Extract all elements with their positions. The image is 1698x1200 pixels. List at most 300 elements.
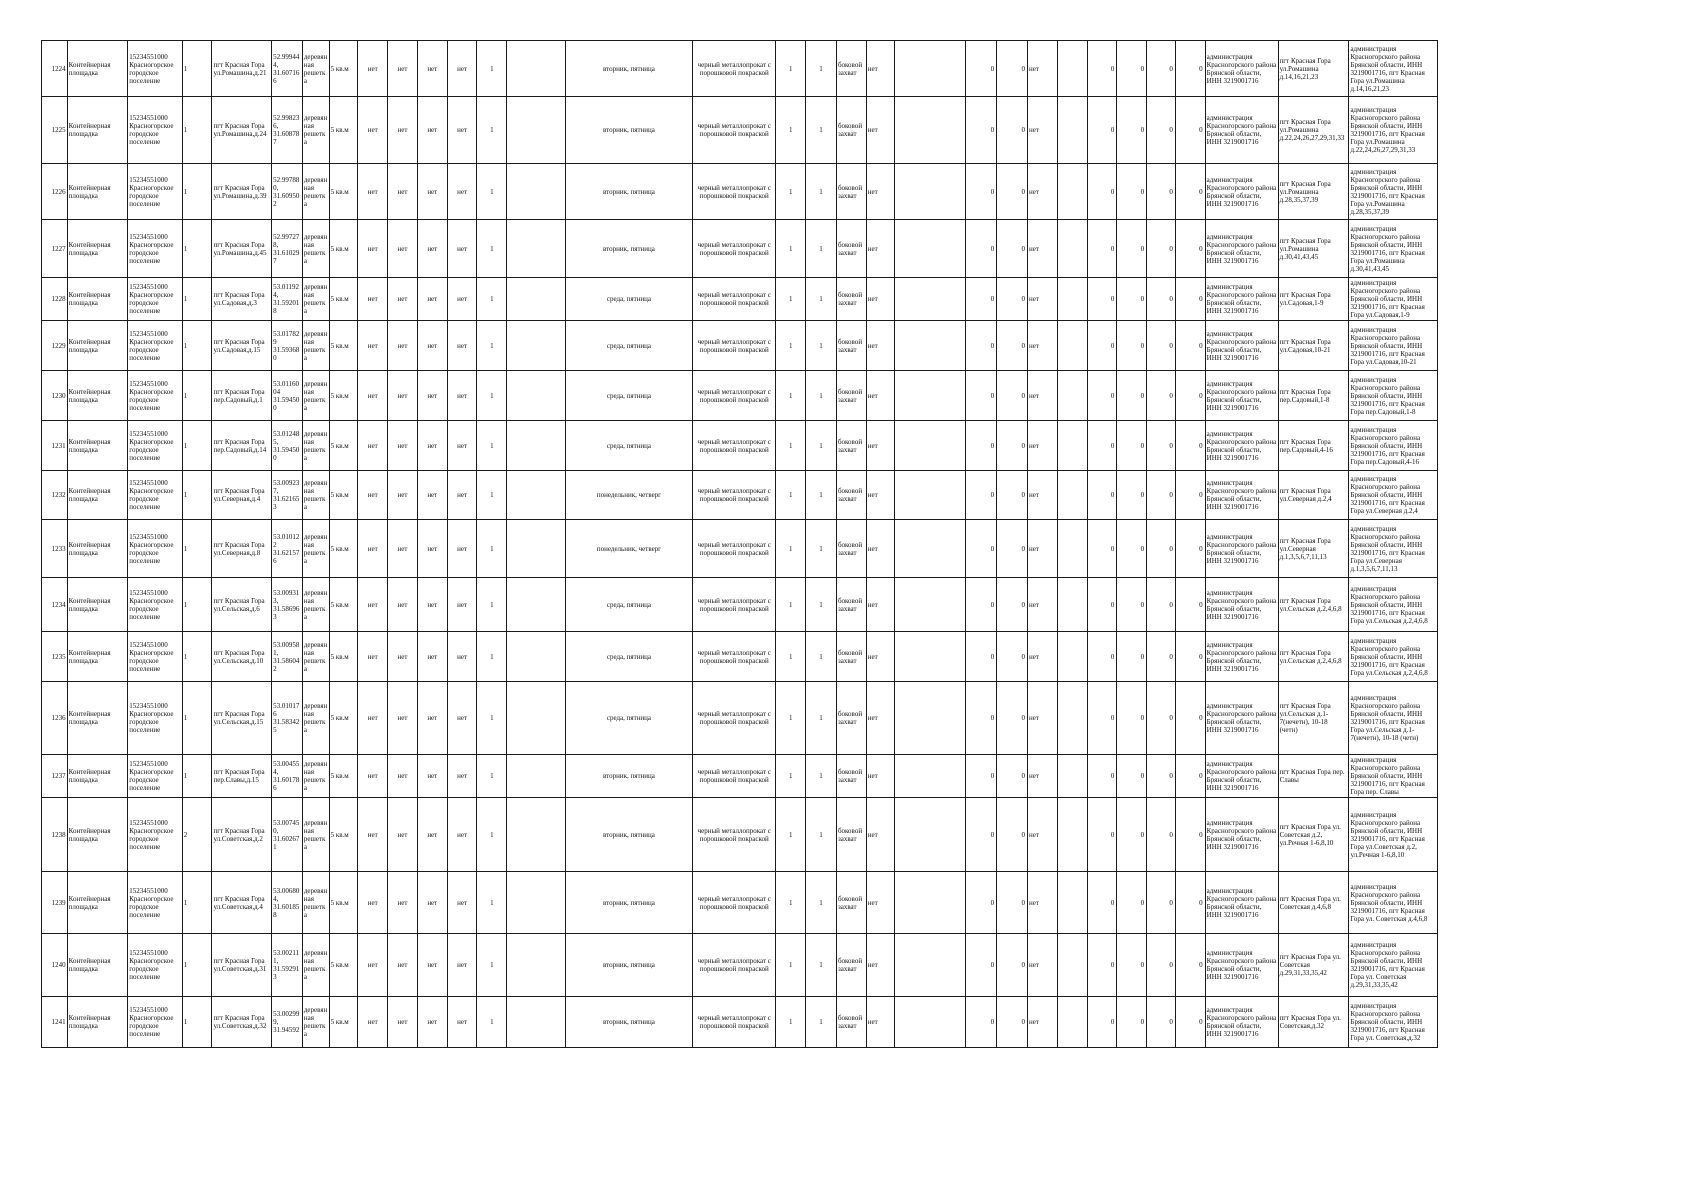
served-objects-cell: пгт Красная Гора ул.Садовая,10-21 — [1278, 321, 1349, 371]
blank-col-1-cell — [507, 798, 566, 872]
served-objects-cell: пгт Красная Гора ул. Советская д.29,31,33,35,42 — [1278, 934, 1349, 997]
fence-flag-cell: нет — [358, 321, 388, 371]
waste-source-cell: администрация Красногорского района Брянской области, ИНН 3219001716, пгт Красная Гора ул.Ромашина д.30,41,43,45 — [1349, 220, 1438, 278]
container-material-cell: черный металлопрокат с порошковой покраской — [693, 997, 776, 1048]
sep-count-3-cell: 0 — [1147, 421, 1176, 471]
sep-count-1-cell: 0 — [1087, 682, 1117, 755]
collection-days-cell: вторник, пятница — [565, 164, 692, 220]
sep-count-3-cell: 0 — [1147, 41, 1176, 97]
served-objects-cell: пгт Красная Гора ул.Сельская д.2,4,6,8 — [1278, 578, 1349, 632]
waste-source-cell: администрация Красногорского района Брянской области, ИНН 3219001716, пгт Красная Гора ул.Сельская д.2,4,6,8 — [1349, 632, 1438, 682]
table-row — [42, 164, 1438, 220]
site-area-cell: 5 кв.м — [329, 164, 358, 220]
loading-type-cell: боковой захват — [836, 371, 866, 421]
sep-count-3-cell: 0 — [1147, 520, 1176, 578]
bunker-flag-cell: нет — [866, 164, 895, 220]
sep-count-3-cell: 0 — [1147, 632, 1176, 682]
site-owner-cell: администрация Красногорского района Брянской области, ИНН 3219001716 — [1205, 164, 1278, 220]
row-number-cell: 1234 — [42, 578, 68, 632]
collection-days-cell: вторник, пятница — [565, 220, 692, 278]
site-area-cell: 5 кв.м — [329, 421, 358, 471]
waste-source-cell: администрация Красногорского района Брянской области, ИНН 3219001716, пгт Красная Гора ул.Садовая,1-9 — [1349, 278, 1438, 321]
table-row — [42, 934, 1438, 997]
bunker-flag-cell: нет — [866, 97, 895, 164]
container-count-cell: 1 — [477, 471, 507, 520]
bunker-volume-cell: 0 — [997, 421, 1028, 471]
site-count-cell: 1 — [182, 41, 212, 97]
other-flag-cell: нет — [447, 321, 477, 371]
container-volume-cell: 1 — [806, 632, 837, 682]
sep-count-3-cell: 0 — [1147, 220, 1176, 278]
fence-flag-cell: нет — [358, 471, 388, 520]
canopy-flag-cell: нет — [388, 321, 418, 371]
sep-count-1-cell: 0 — [1087, 220, 1117, 278]
container-material-cell: черный металлопрокат с порошковой покраской — [693, 578, 776, 632]
row-number-cell: 1235 — [42, 632, 68, 682]
container-count-cell: 1 — [477, 934, 507, 997]
bunker-volume-cell: 0 — [997, 164, 1028, 220]
sep-count-2-cell: 0 — [1117, 321, 1147, 371]
surface-type-cell: деревянная решетка — [302, 798, 329, 872]
site-type-cell: Контейнерная площадка — [67, 520, 128, 578]
fence-flag-cell: нет — [358, 220, 388, 278]
blank-col-2-cell — [895, 321, 966, 371]
blank-col-1-cell — [507, 220, 566, 278]
site-coordinates-cell: 53.00299 9, 31.94592 — [272, 997, 303, 1048]
site-type-cell: Контейнерная площадка — [67, 755, 128, 798]
waste-source-cell: администрация Красногорского района Брянской области, ИНН 3219001716, пгт Красная Гора ул. Советская,д.32 — [1349, 997, 1438, 1048]
site-type-cell: Контейнерная площадка — [67, 798, 128, 872]
sep-count-2-cell: 0 — [1117, 278, 1147, 321]
blank-col-2-cell — [895, 471, 966, 520]
loading-type-cell: боковой захват — [836, 872, 866, 934]
blank-col-1-cell — [507, 632, 566, 682]
site-owner-cell: администрация Красногорского района Брянской области, ИНН 3219001716 — [1205, 421, 1278, 471]
sep-count-3-cell: 0 — [1147, 798, 1176, 872]
separate-flag-cell: нет — [1027, 278, 1057, 321]
oktmo-settlement-cell: 15234551000 Красногорское городское поселение — [128, 755, 182, 798]
sep-count-4-cell: 0 — [1175, 520, 1205, 578]
container-count-cell: 1 — [477, 371, 507, 421]
site-area-cell: 5 кв.м — [329, 471, 358, 520]
site-area-cell: 5 кв.м — [329, 682, 358, 755]
container-qty-cell: 1 — [776, 632, 806, 682]
blank-col-3-cell — [1057, 278, 1087, 321]
table-row — [42, 41, 1438, 97]
blank-col-1-cell — [507, 578, 566, 632]
loading-type-cell: боковой захват — [836, 798, 866, 872]
served-objects-cell: пгт Красная Гора ул.Северная д.2,4 — [1278, 471, 1349, 520]
blank-col-1-cell — [507, 278, 566, 321]
site-type-cell: Контейнерная площадка — [67, 278, 128, 321]
oktmo-settlement-cell: 15234551000 Красногорское городское поселение — [128, 934, 182, 997]
blank-col-2-cell — [895, 421, 966, 471]
site-type-cell: Контейнерная площадка — [67, 41, 128, 97]
lighting-flag-cell: нет — [417, 578, 447, 632]
fence-flag-cell: нет — [358, 578, 388, 632]
site-type-cell: Контейнерная площадка — [67, 471, 128, 520]
site-area-cell: 5 кв.м — [329, 371, 358, 421]
bunker-count-cell: 0 — [966, 164, 997, 220]
site-type-cell: Контейнерная площадка — [67, 632, 128, 682]
container-material-cell: черный металлопрокат с порошковой покраской — [693, 220, 776, 278]
table-row — [42, 578, 1438, 632]
collection-days-cell: вторник, пятница — [565, 997, 692, 1048]
blank-col-1-cell — [507, 471, 566, 520]
waste-source-cell: администрация Красногорского района Брянской области, ИНН 3219001716, пгт Красная Гора ул.Северная д.2,4 — [1349, 471, 1438, 520]
site-owner-cell: администрация Красногорского района Брянской области, ИНН 3219001716 — [1205, 520, 1278, 578]
canopy-flag-cell: нет — [388, 97, 418, 164]
container-count-cell: 1 — [477, 798, 507, 872]
oktmo-settlement-cell: 15234551000 Красногорское городское поселение — [128, 41, 182, 97]
loading-type-cell: боковой захват — [836, 220, 866, 278]
collection-days-cell: среда, пятница — [565, 371, 692, 421]
sep-count-2-cell: 0 — [1117, 520, 1147, 578]
fence-flag-cell: нет — [358, 872, 388, 934]
collection-days-cell: среда, пятница — [565, 578, 692, 632]
bunker-flag-cell: нет — [866, 321, 895, 371]
served-objects-cell: пгт Красная Гора ул.Ромашина д.22,24,26,27,29,31,33 — [1278, 97, 1349, 164]
bunker-flag-cell: нет — [866, 798, 895, 872]
lighting-flag-cell: нет — [417, 682, 447, 755]
bunker-flag-cell: нет — [866, 682, 895, 755]
separate-flag-cell: нет — [1027, 578, 1057, 632]
oktmo-settlement-cell: 15234551000 Красногорское городское поселение — [128, 682, 182, 755]
separate-flag-cell: нет — [1027, 41, 1057, 97]
container-qty-cell: 1 — [776, 321, 806, 371]
site-address-cell: пгт Красная Гора ул.Советская,д.4 — [212, 872, 272, 934]
fence-flag-cell: нет — [358, 632, 388, 682]
surface-type-cell: деревянная решетка — [302, 997, 329, 1048]
row-number-cell: 1239 — [42, 872, 68, 934]
site-address-cell: пгт Красная Гора пер.Садовый,д.1 — [212, 371, 272, 421]
served-objects-cell: пгт Красная Гора ул.Северная д.1,3,5,6,7,11,13 — [1278, 520, 1349, 578]
container-qty-cell: 1 — [776, 471, 806, 520]
row-number-cell: 1233 — [42, 520, 68, 578]
sep-count-1-cell: 0 — [1087, 520, 1117, 578]
surface-type-cell: деревянная решетка — [302, 371, 329, 421]
blank-col-1-cell — [507, 321, 566, 371]
waste-source-cell: администрация Красногорского района Брянской области, ИНН 3219001716, пгт Красная Гора ул. Советская д.29,31,33,35,42 — [1349, 934, 1438, 997]
container-material-cell: черный металлопрокат с порошковой покраской — [693, 278, 776, 321]
site-address-cell: пгт Красная Гора ул.Сельская,д.10 — [212, 632, 272, 682]
served-objects-cell: пгт Красная Гора ул. Советская,д.32 — [1278, 997, 1349, 1048]
table-row — [42, 755, 1438, 798]
sep-count-2-cell: 0 — [1117, 578, 1147, 632]
site-coordinates-cell: 52.99823 6, 31.60878 7 — [272, 97, 303, 164]
loading-type-cell: боковой захват — [836, 520, 866, 578]
container-count-cell: 1 — [477, 220, 507, 278]
waste-source-cell: администрация Красногорского района Брянской области, ИНН 3219001716, пгт Красная Гора ул.Садовая,10-21 — [1349, 321, 1438, 371]
sep-count-4-cell: 0 — [1175, 934, 1205, 997]
collection-days-cell: понедельник, четверг — [565, 520, 692, 578]
site-coordinates-cell: 53.01782 9 31.59368 0 — [272, 321, 303, 371]
site-address-cell: пгт Красная Гора ул.Ромашина,д.45 — [212, 220, 272, 278]
bunker-count-cell: 0 — [966, 278, 997, 321]
container-count-cell: 1 — [477, 578, 507, 632]
site-owner-cell: администрация Красногорского района Брянской области, ИНН 3219001716 — [1205, 934, 1278, 997]
site-count-cell: 1 — [182, 934, 212, 997]
oktmo-settlement-cell: 15234551000 Красногорское городское поселение — [128, 578, 182, 632]
canopy-flag-cell: нет — [388, 520, 418, 578]
sep-count-3-cell: 0 — [1147, 934, 1176, 997]
bunker-count-cell: 0 — [966, 41, 997, 97]
loading-type-cell: боковой захват — [836, 164, 866, 220]
container-count-cell: 1 — [477, 520, 507, 578]
canopy-flag-cell: нет — [388, 798, 418, 872]
blank-col-3-cell — [1057, 578, 1087, 632]
container-material-cell: черный металлопрокат с порошковой покраской — [693, 798, 776, 872]
sep-count-4-cell: 0 — [1175, 872, 1205, 934]
site-area-cell: 5 кв.м — [329, 520, 358, 578]
lighting-flag-cell: нет — [417, 798, 447, 872]
table-row — [42, 798, 1438, 872]
container-qty-cell: 1 — [776, 934, 806, 997]
container-material-cell: черный металлопрокат с порошковой покраской — [693, 321, 776, 371]
surface-type-cell: деревянная решетка — [302, 578, 329, 632]
site-area-cell: 5 кв.м — [329, 934, 358, 997]
site-owner-cell: администрация Красногорского района Брянской области, ИНН 3219001716 — [1205, 278, 1278, 321]
container-material-cell: черный металлопрокат с порошковой покраской — [693, 682, 776, 755]
container-volume-cell: 1 — [806, 41, 837, 97]
sep-count-1-cell: 0 — [1087, 798, 1117, 872]
oktmo-settlement-cell: 15234551000 Красногорское городское поселение — [128, 220, 182, 278]
sep-count-2-cell: 0 — [1117, 41, 1147, 97]
oktmo-settlement-cell: 15234551000 Красногорское городское поселение — [128, 520, 182, 578]
bunker-count-cell: 0 — [966, 755, 997, 798]
canopy-flag-cell: нет — [388, 578, 418, 632]
site-address-cell: пгт Красная Гора ул.Ромашина,д.39 — [212, 164, 272, 220]
surface-type-cell: деревянная решетка — [302, 41, 329, 97]
bunker-volume-cell: 0 — [997, 578, 1028, 632]
container-volume-cell: 1 — [806, 421, 837, 471]
container-count-cell: 1 — [477, 421, 507, 471]
sep-count-3-cell: 0 — [1147, 682, 1176, 755]
site-address-cell: пгт Красная Гора ул.Садовая,д.3 — [212, 278, 272, 321]
collection-days-cell: среда, пятница — [565, 321, 692, 371]
bunker-volume-cell: 0 — [997, 755, 1028, 798]
container-volume-cell: 1 — [806, 872, 837, 934]
site-count-cell: 1 — [182, 755, 212, 798]
site-owner-cell: администрация Красногорского района Брянской области, ИНН 3219001716 — [1205, 321, 1278, 371]
site-coordinates-cell: 52.99944 4, 31.60716 6 — [272, 41, 303, 97]
collection-days-cell: вторник, пятница — [565, 798, 692, 872]
surface-type-cell: деревянная решетка — [302, 872, 329, 934]
sep-count-4-cell: 0 — [1175, 321, 1205, 371]
container-count-cell: 1 — [477, 41, 507, 97]
oktmo-settlement-cell: 15234551000 Красногорское городское поселение — [128, 872, 182, 934]
bunker-volume-cell: 0 — [997, 278, 1028, 321]
site-count-cell: 1 — [182, 520, 212, 578]
sep-count-2-cell: 0 — [1117, 682, 1147, 755]
waste-source-cell: администрация Красногорского района Брянской области, ИНН 3219001716, пгт Красная Гора пер. Славы — [1349, 755, 1438, 798]
container-volume-cell: 1 — [806, 278, 837, 321]
blank-col-1-cell — [507, 872, 566, 934]
lighting-flag-cell: нет — [417, 520, 447, 578]
container-volume-cell: 1 — [806, 682, 837, 755]
blank-col-2-cell — [895, 578, 966, 632]
sep-count-2-cell: 0 — [1117, 220, 1147, 278]
site-coordinates-cell: 53.01017 6 31.58342 5 — [272, 682, 303, 755]
canopy-flag-cell: нет — [388, 755, 418, 798]
sep-count-2-cell: 0 — [1117, 872, 1147, 934]
blank-col-3-cell — [1057, 220, 1087, 278]
table-row — [42, 872, 1438, 934]
collection-days-cell: понедельник, четверг — [565, 471, 692, 520]
row-number-cell: 1238 — [42, 798, 68, 872]
site-count-cell: 1 — [182, 578, 212, 632]
bunker-count-cell: 0 — [966, 997, 997, 1048]
bunker-flag-cell: нет — [866, 220, 895, 278]
site-count-cell: 1 — [182, 97, 212, 164]
container-qty-cell: 1 — [776, 682, 806, 755]
lighting-flag-cell: нет — [417, 97, 447, 164]
blank-col-3-cell — [1057, 872, 1087, 934]
served-objects-cell: пгт Красная Гора пер.Садовый,1-8 — [1278, 371, 1349, 421]
sep-count-3-cell: 0 — [1147, 278, 1176, 321]
blank-col-2-cell — [895, 97, 966, 164]
waste-source-cell: администрация Красногорского района Брянской области, ИНН 3219001716, пгт Красная Гора ул.Ромашина д.22,24,26,27,29,31,33 — [1349, 97, 1438, 164]
site-coordinates-cell: 53.01248 5, 31.59450 0 — [272, 421, 303, 471]
oktmo-settlement-cell: 15234551000 Красногорское городское поселение — [128, 421, 182, 471]
canopy-flag-cell: нет — [388, 41, 418, 97]
sep-count-4-cell: 0 — [1175, 371, 1205, 421]
container-volume-cell: 1 — [806, 321, 837, 371]
loading-type-cell: боковой захват — [836, 321, 866, 371]
blank-col-2-cell — [895, 934, 966, 997]
sep-count-2-cell: 0 — [1117, 934, 1147, 997]
surface-type-cell: деревянная решетка — [302, 520, 329, 578]
blank-col-2-cell — [895, 798, 966, 872]
container-qty-cell: 1 — [776, 164, 806, 220]
bunker-count-cell: 0 — [966, 371, 997, 421]
sep-count-2-cell: 0 — [1117, 997, 1147, 1048]
site-type-cell: Контейнерная площадка — [67, 97, 128, 164]
surface-type-cell: деревянная решетка — [302, 632, 329, 682]
container-volume-cell: 1 — [806, 755, 837, 798]
bunker-volume-cell: 0 — [997, 41, 1028, 97]
separate-flag-cell: нет — [1027, 321, 1057, 371]
separate-flag-cell: нет — [1027, 997, 1057, 1048]
served-objects-cell: пгт Красная Гора ул. Советская д.2, ул.Речная 1-6,8,10 — [1278, 798, 1349, 872]
blank-col-1-cell — [507, 421, 566, 471]
separate-flag-cell: нет — [1027, 755, 1057, 798]
container-qty-cell: 1 — [776, 371, 806, 421]
loading-type-cell: боковой захват — [836, 934, 866, 997]
other-flag-cell: нет — [447, 421, 477, 471]
surface-type-cell: деревянная решетка — [302, 934, 329, 997]
waste-source-cell: администрация Красногорского района Брянской области, ИНН 3219001716, пгт Красная Гора пер.Садовый,1-8 — [1349, 371, 1438, 421]
fence-flag-cell: нет — [358, 682, 388, 755]
sep-count-4-cell: 0 — [1175, 164, 1205, 220]
lighting-flag-cell: нет — [417, 872, 447, 934]
surface-type-cell: деревянная решетка — [302, 321, 329, 371]
row-number-cell: 1237 — [42, 755, 68, 798]
bunker-flag-cell: нет — [866, 997, 895, 1048]
served-objects-cell: пгт Красная Гора ул. Советская д.4,6,8 — [1278, 872, 1349, 934]
site-count-cell: 2 — [182, 798, 212, 872]
container-volume-cell: 1 — [806, 578, 837, 632]
sep-count-2-cell: 0 — [1117, 421, 1147, 471]
bunker-count-cell: 0 — [966, 97, 997, 164]
canopy-flag-cell: нет — [388, 997, 418, 1048]
site-coordinates-cell: 53.00455 4, 31.60178 6 — [272, 755, 303, 798]
loading-type-cell: боковой захват — [836, 682, 866, 755]
canopy-flag-cell: нет — [388, 872, 418, 934]
fence-flag-cell: нет — [358, 520, 388, 578]
sep-count-2-cell: 0 — [1117, 97, 1147, 164]
bunker-flag-cell: нет — [866, 872, 895, 934]
lighting-flag-cell: нет — [417, 934, 447, 997]
served-objects-cell: пгт Красная Гора ул.Садовая,1-9 — [1278, 278, 1349, 321]
other-flag-cell: нет — [447, 682, 477, 755]
site-area-cell: 5 кв.м — [329, 41, 358, 97]
container-qty-cell: 1 — [776, 755, 806, 798]
sep-count-4-cell: 0 — [1175, 682, 1205, 755]
bunker-volume-cell: 0 — [997, 520, 1028, 578]
blank-col-3-cell — [1057, 41, 1087, 97]
fence-flag-cell: нет — [358, 421, 388, 471]
site-coordinates-cell: 52.99788 0, 31.60950 2 — [272, 164, 303, 220]
table-body — [42, 41, 1438, 1048]
served-objects-cell: пгт Красная Гора пер.Садовый,4-16 — [1278, 421, 1349, 471]
site-count-cell: 1 — [182, 278, 212, 321]
served-objects-cell: пгт Красная Гора ул.Ромашина д.30,41,43,45 — [1278, 220, 1349, 278]
canopy-flag-cell: нет — [388, 164, 418, 220]
separate-flag-cell: нет — [1027, 164, 1057, 220]
site-area-cell: 5 кв.м — [329, 755, 358, 798]
lighting-flag-cell: нет — [417, 41, 447, 97]
site-type-cell: Контейнерная площадка — [67, 321, 128, 371]
sep-count-1-cell: 0 — [1087, 471, 1117, 520]
row-number-cell: 1228 — [42, 278, 68, 321]
row-number-cell: 1241 — [42, 997, 68, 1048]
bunker-volume-cell: 0 — [997, 220, 1028, 278]
separate-flag-cell: нет — [1027, 520, 1057, 578]
site-owner-cell: администрация Красногорского района Брянской области, ИНН 3219001716 — [1205, 371, 1278, 421]
bunker-count-cell: 0 — [966, 520, 997, 578]
sep-count-1-cell: 0 — [1087, 41, 1117, 97]
collection-days-cell: вторник, пятница — [565, 934, 692, 997]
sep-count-4-cell: 0 — [1175, 632, 1205, 682]
site-type-cell: Контейнерная площадка — [67, 872, 128, 934]
blank-col-1-cell — [507, 41, 566, 97]
surface-type-cell: деревянная решетка — [302, 164, 329, 220]
site-owner-cell: администрация Красногорского района Брянской области, ИНН 3219001716 — [1205, 755, 1278, 798]
bunker-volume-cell: 0 — [997, 632, 1028, 682]
row-number-cell: 1224 — [42, 41, 68, 97]
oktmo-settlement-cell: 15234551000 Красногорское городское поселение — [128, 278, 182, 321]
canopy-flag-cell: нет — [388, 471, 418, 520]
sep-count-3-cell: 0 — [1147, 97, 1176, 164]
table-row — [42, 682, 1438, 755]
blank-col-2-cell — [895, 520, 966, 578]
other-flag-cell: нет — [447, 164, 477, 220]
bunker-flag-cell: нет — [866, 578, 895, 632]
site-owner-cell: администрация Красногорского района Брянской области, ИНН 3219001716 — [1205, 632, 1278, 682]
site-address-cell: пгт Красная Гора ул.Садовая,д.15 — [212, 321, 272, 371]
other-flag-cell: нет — [447, 41, 477, 97]
loading-type-cell: боковой захват — [836, 471, 866, 520]
bunker-flag-cell: нет — [866, 934, 895, 997]
site-coordinates-cell: 53.00680 4, 31.60185 8 — [272, 872, 303, 934]
bunker-flag-cell: нет — [866, 41, 895, 97]
container-qty-cell: 1 — [776, 872, 806, 934]
other-flag-cell: нет — [447, 755, 477, 798]
fence-flag-cell: нет — [358, 371, 388, 421]
sep-count-3-cell: 0 — [1147, 755, 1176, 798]
surface-type-cell: деревянная решетка — [302, 220, 329, 278]
